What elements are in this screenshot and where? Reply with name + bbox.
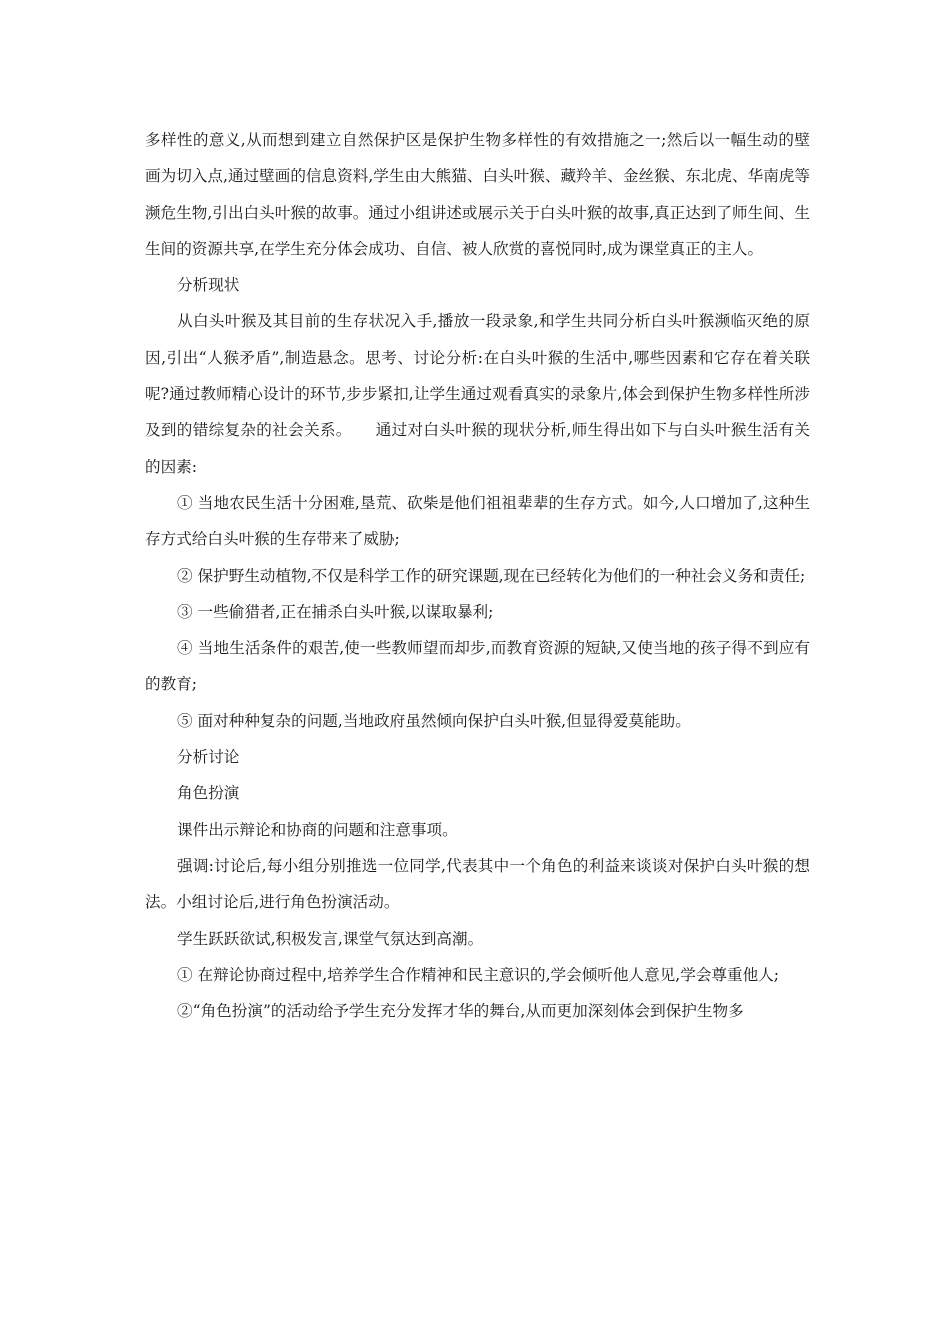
paragraph-5: 学生跃跃欲试,积极发言,课堂气氛达到高潮。 (177, 929, 484, 948)
heading-analysis-discussion: 分析讨论 (177, 748, 240, 767)
list-item-2: ② 保护野生动植物,不仅是科学工作的研究课题,现在已经转化为他们的一种社会义务和责任; (177, 566, 806, 585)
list-item-4: ④ 当地生活条件的艰苦,使一些教师望而却步,而教育资源的短缺,又使当地的孩子得不到应有的教育; (145, 639, 810, 694)
paragraph-4: 强调:讨论后,每小组分别推选一位同学,代表其中一个角色的利益来谈谈对保护白头叶猴的想法。小组讨论后,进行角色扮演活动。 (145, 856, 810, 912)
heading-analysis-status: 分析现状 (177, 276, 240, 295)
paragraph-3: 课件出示辩论和协商的问题和注意事项。 (177, 820, 458, 839)
document-body (145, 122, 810, 1029)
list-item-5: ⑤ 面对种种复杂的问题,当地政府虽然倾向保护白头叶猴,但显得爱莫能助。 (177, 711, 691, 730)
list-item-7: ②“角色扮演”的活动给予学生充分发挥才华的舞台,从而更加深刻体会到保护生物多 (177, 1002, 744, 1021)
list-item-6: ① 在辩论协商过程中,培养学生合作精神和民主意识的,学会倾听他人意见,学会尊重他人; (177, 965, 780, 984)
list-item-1: ① 当地农民生活十分困难,垦荒、砍柴是他们祖祖辈辈的生存方式。如今,人口增加了,这种生存方式给白头叶猴的生存带来了威胁; (145, 493, 810, 549)
paragraph-1: 多样性的意义,从而想到建立自然保护区是保护生物多样性的有效措施之一;然后以一幅生动的壁画为切入点,通过壁画的信息资料,学生由大熊猫、白头叶猴、藏羚羊、金丝猴、东北虎、华南虎等濒危生物,引出白头叶猴的故事。通过小组讲述或展示关于白头叶猴的故事,真正达到了师生间、生生间的资源共享,在学生充分体会成功、自信、被人欣赏的喜悦同时,成为课堂真正的主人。 (145, 131, 810, 258)
paragraph-2: 从白头叶猴及其目前的生存状况入手,播放一段录象,和学生共同分析白头叶猴濒临灭绝的原因,引出“人猴矛盾”,制造悬念。思考、讨论分析:在白头叶猴的生活中,哪些因素和它存在着关联呢?通过教师精心设计的环节,步步紧扣,让学生通过观看真实的录象片,体会到保护生物多样性所涉及到的错综复杂的社会关系。 通过对白头叶猴的现状分析,师生得出如下与白头叶猴生活有关的因素: (145, 312, 810, 476)
heading-role-play: 角色扮演 (177, 784, 240, 803)
list-item-3: ③ 一些偷猎者,正在捕杀白头叶猴,以谋取暴利; (177, 602, 494, 621)
